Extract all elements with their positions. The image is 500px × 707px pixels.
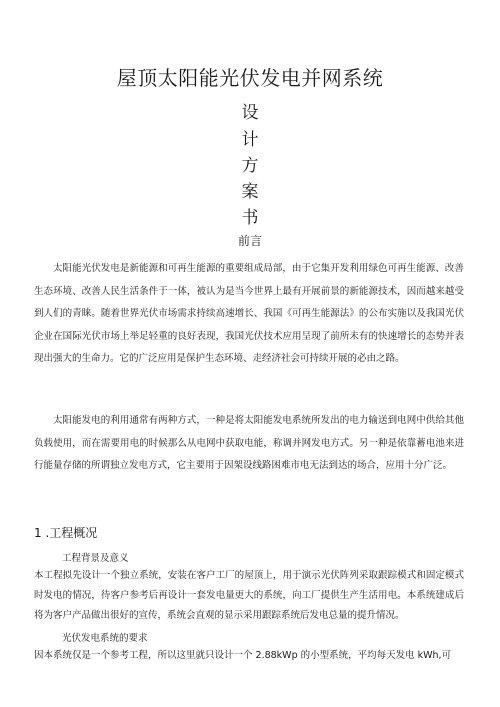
preface-paragraph: 太阳能发电的利用通常有两种方式，一种是将太阳能发电系统所发出的电力输送到电网中供给其他负载使用，而在需要用电的时候那么从电网中获取电能，称调并网发电方式。另一种是依靠蓄电池来进行能量存储的所谓独立发电方式，它主要用于因架设线路困难市电无法到达的场合，应用十分广泛。 xyxy=(34,415,464,472)
body-paragraph: 本工程拟先设计一个独立系统，安装在客户工厂的屋顶上，用于演示光伏阵列采取跟踪模式和固定模式时发电的情况，待客户参考后再设计一套发电量更大的系统，向工厂提供生产生活用电。本系统建成后将为客户产品做出很好的宣传，系统会直观的显示采用跟踪系统后发电总量的提升情况。 xyxy=(34,570,464,621)
subtitle-char: 设 xyxy=(241,103,259,123)
subsection-heading: 光伏发电系统的要求 xyxy=(62,633,148,644)
subtitle-char: 计 xyxy=(241,130,259,150)
subsection-heading: 工程背景及意义 xyxy=(62,553,129,564)
section-heading: 1 .工程概况 xyxy=(34,526,98,540)
preface-heading: 前言 xyxy=(237,234,262,248)
preface-paragraph: 太阳能光伏发电是新能源和可再生能源的重要组成局部，由于它集开发利用绿色可再生能源、改善生态环境、改善人民生活条件于一体，被认为是当今世界上最有开展前景的新能源技术，因而越来越受到人们的青睐。随着世界光伏市场需求持续高速增长、我国《可再生能源法》的公布实施以及我国光伏企业在国际光伏市场上举足轻重的良好表现，我国光伏技术应用呈现了前所未有的快速增长的态势并表现出强大的生命力。它的广泛应用是保护生态环境、走经济社会可持续开展的必由之路。 xyxy=(34,263,464,365)
subtitle-char: 书 xyxy=(241,208,259,228)
subtitle-char: 案 xyxy=(241,182,259,202)
document-title: 屋顶太阳能光伏发电并网系统 xyxy=(116,66,384,90)
body-paragraph: 因本系统仅是一个参考工程，所以这里就只设计一个 2.88kWp 的小型系统，平均每天发电 kWh,可 xyxy=(34,650,452,661)
subtitle-char: 方 xyxy=(241,156,259,176)
